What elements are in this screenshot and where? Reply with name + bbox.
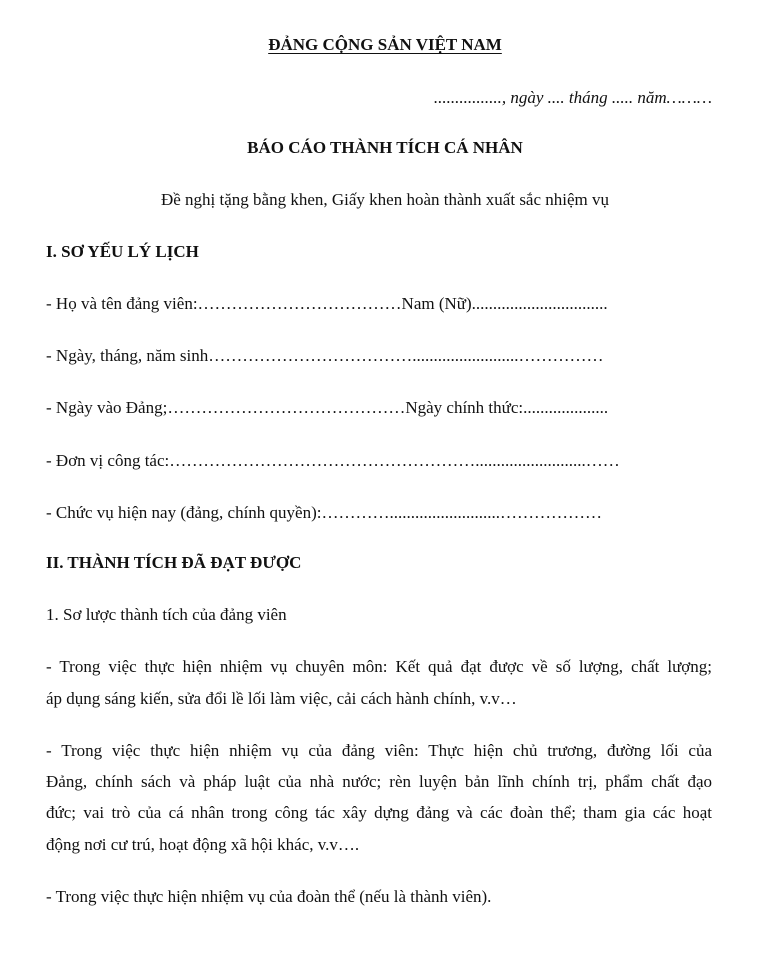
subsection1-heading: 1. Sơ lược thành tích của đảng viên bbox=[46, 605, 287, 624]
paragraph1-line1: - Trong việc thực hiện nhiệm vụ chuyên môn: Kết quả đạt được về số lượng, chất lượng; bbox=[46, 657, 712, 676]
date-line: ................, ngày .... tháng ..... năm……… bbox=[433, 88, 712, 107]
paragraph2-line1: - Trong việc thực hiện nhiệm vụ của đảng viên: Thực hiện chủ trương, đường lối của bbox=[46, 741, 712, 760]
section1-heading: I. SƠ YẾU LÝ LỊCH bbox=[46, 242, 199, 261]
party-name: ĐẢNG CỘNG SẢN VIỆT NAM bbox=[268, 35, 502, 54]
name-field-line: - Họ và tên đảng viên:………………………………Nam (Nữ)................................ bbox=[46, 294, 608, 313]
dob-field-line: - Ngày, tháng, năm sinh……………………………….........................…………… bbox=[46, 346, 604, 365]
paragraph2-line3: đức; vai trò của cá nhân trong công tác xây dựng đảng và các đoàn thể; tham gia các hoạt bbox=[46, 803, 712, 822]
paragraph2-line2: Đảng, chính sách và pháp luật của nhà nước; rèn luyện bản lĩnh chính trị, phẩm chất đạo bbox=[46, 772, 712, 791]
position-field-line: - Chức vụ hiện nay (đảng, chính quyền):…………..........................……………… bbox=[46, 503, 602, 522]
paragraph3-line1: - Trong việc thực hiện nhiệm vụ của đoàn thể (nếu là thành viên). bbox=[46, 887, 492, 906]
document-subtitle: Đề nghị tặng bằng khen, Giấy khen hoàn thành xuất sắc nhiệm vụ bbox=[160, 190, 610, 209]
document-title: BÁO CÁO THÀNH TÍCH CÁ NHÂN bbox=[247, 138, 523, 157]
paragraph2-line4: động nơi cư trú, hoạt động xã hội khác, v.v…. bbox=[46, 835, 360, 854]
section2-heading: II. THÀNH TÍCH ĐÃ ĐẠT ĐƯỢC bbox=[46, 553, 302, 572]
paragraph1-line2: áp dụng sáng kiến, sửa đổi lề lối làm việc, cải cách hành chính, v.v… bbox=[46, 689, 517, 708]
join-date-field-line: - Ngày vào Đảng;……………………………………Ngày chính thức:.................... bbox=[46, 398, 609, 417]
unit-field-line: - Đơn vị công tác:………………………………………………..........................…… bbox=[46, 451, 620, 470]
